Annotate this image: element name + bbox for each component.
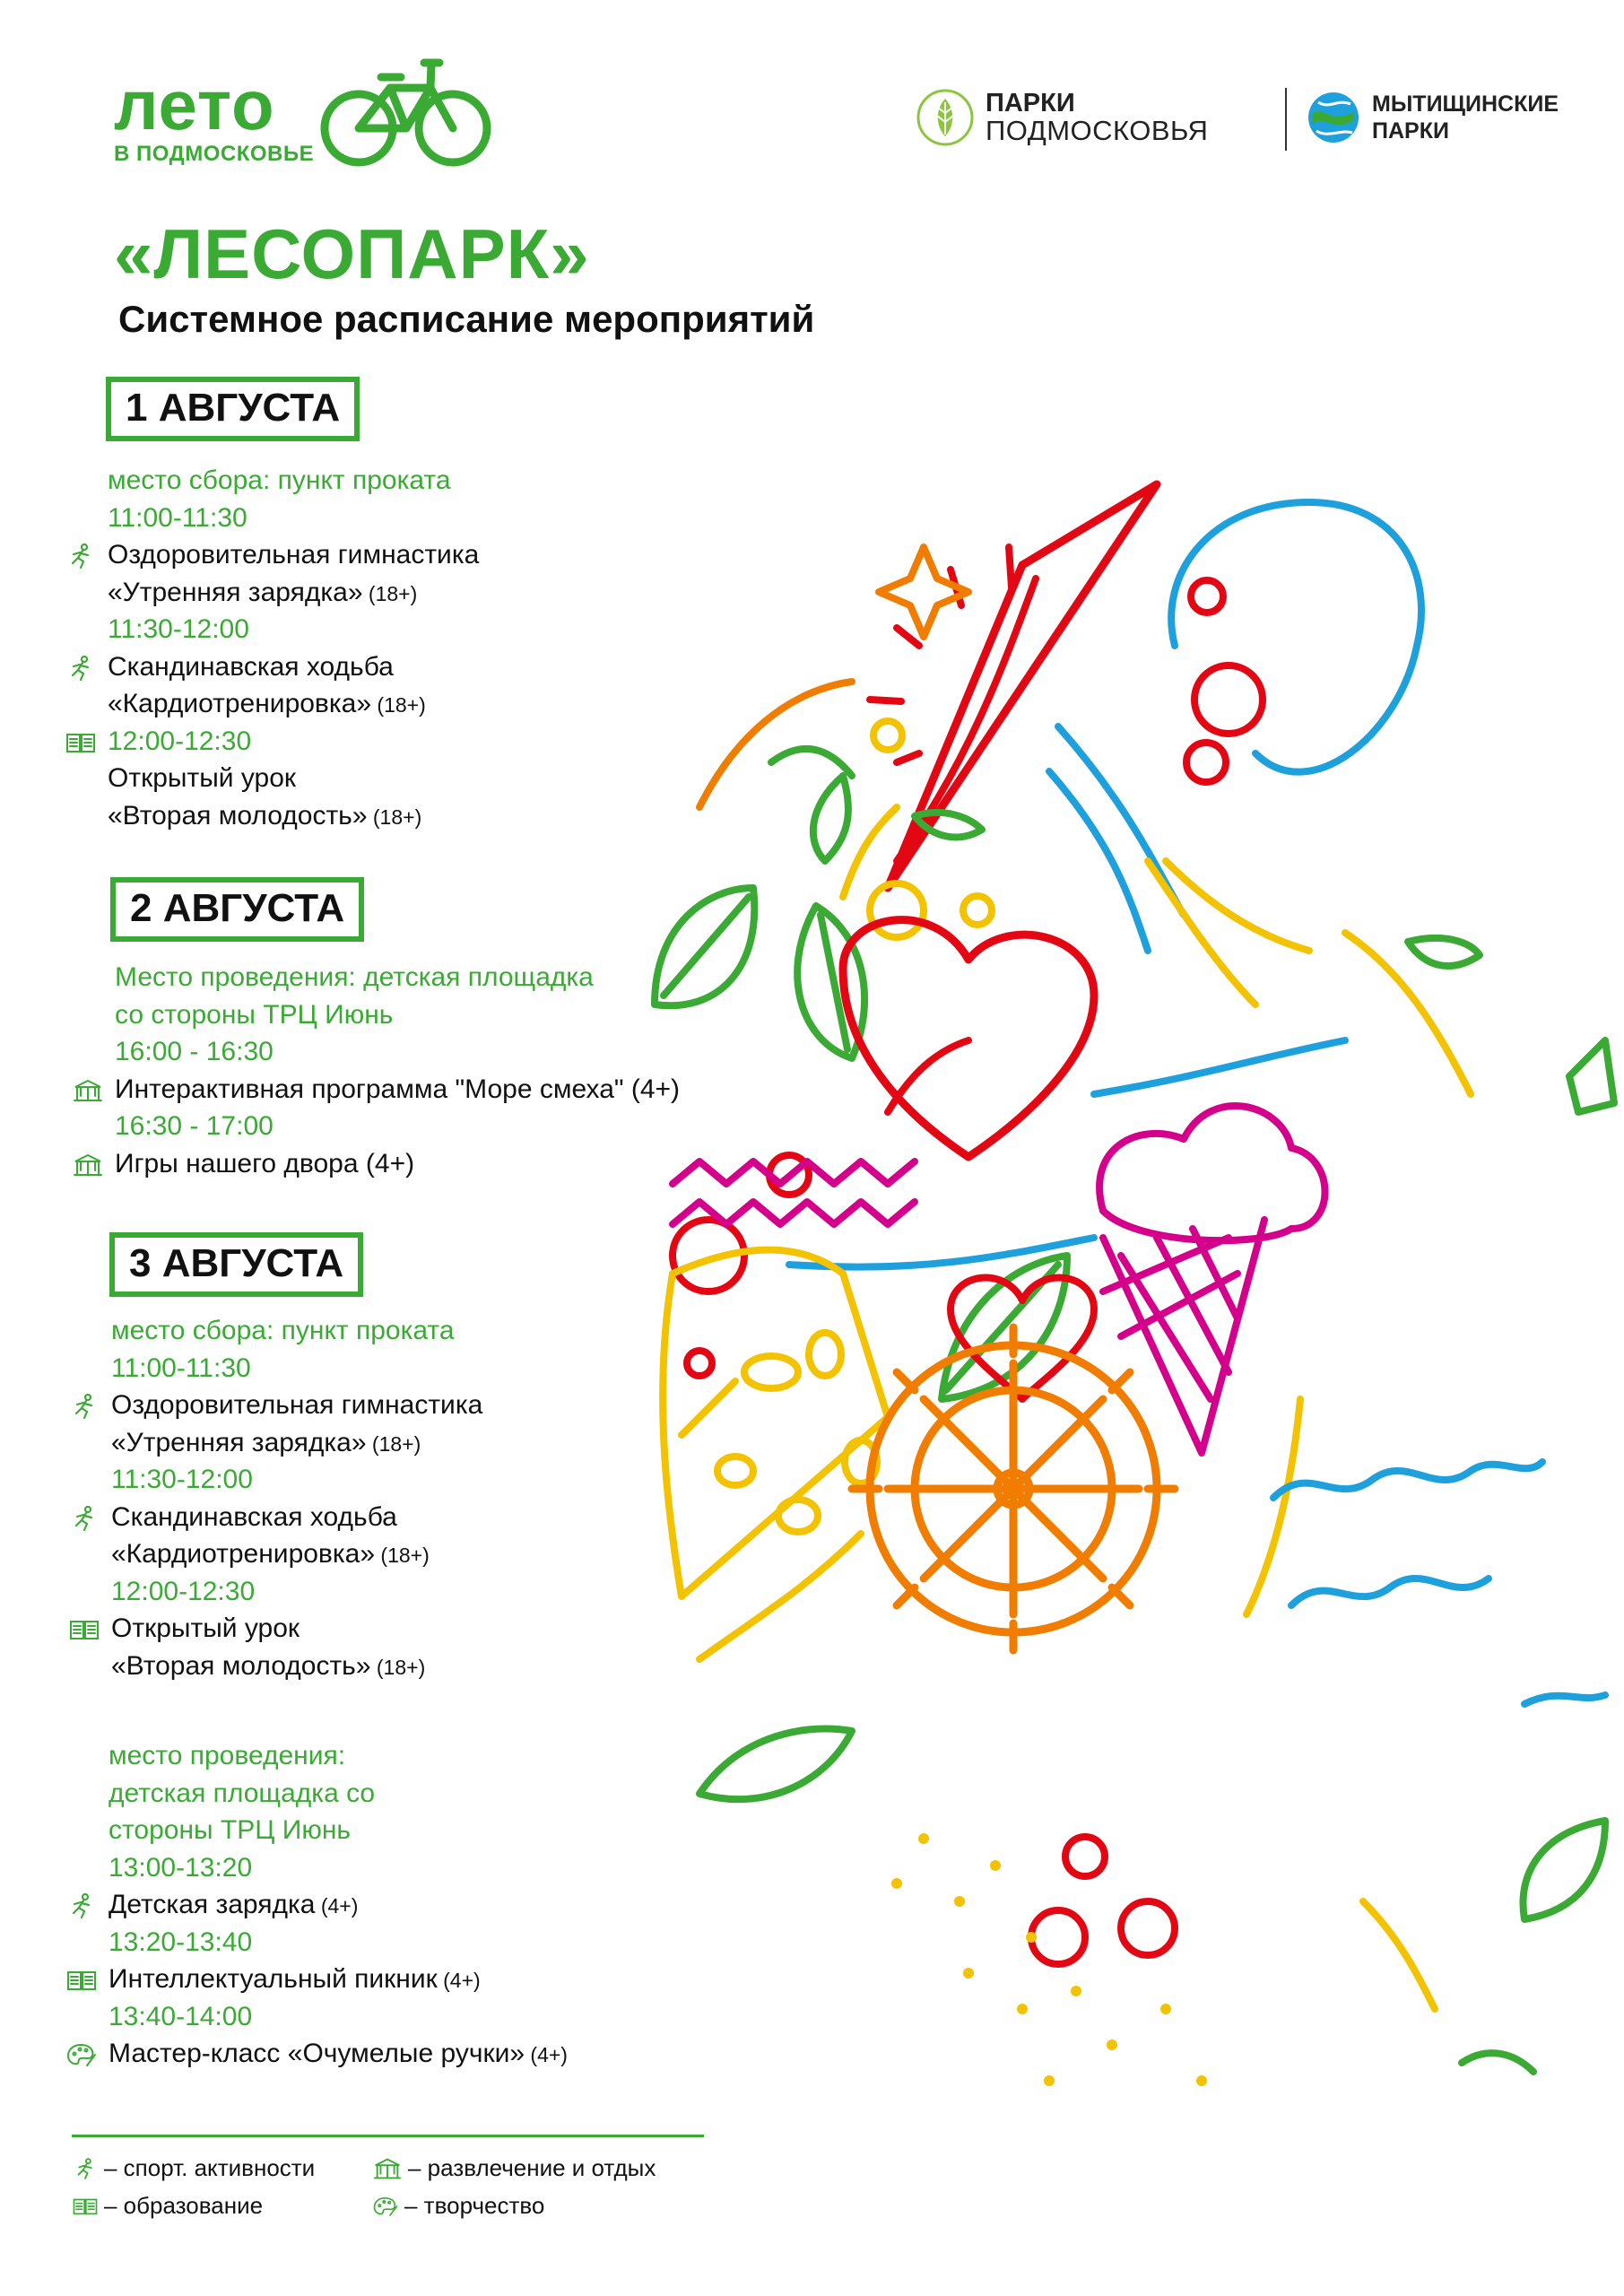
line-text: Оздоровительная гимнастика: [111, 1390, 483, 1420]
page-title: «ЛЕСОПАРК»: [114, 214, 590, 293]
line-text: «Кардиотренировка»: [108, 689, 372, 718]
line-text: 16:00 - 16:30: [115, 1037, 274, 1066]
time-slot: [108, 611, 479, 648]
line-text: 11:30-12:00: [108, 614, 249, 644]
leaf-icon: [655, 749, 1614, 1919]
line-text: «Кардиотренировка»: [111, 1539, 376, 1569]
schedule-day3-extra: [109, 1737, 568, 2073]
decorative-illustration: [628, 466, 1624, 2224]
carousel-icon: [72, 1152, 104, 1178]
event-line: [108, 797, 479, 835]
legend-sport: [72, 2154, 315, 2182]
legend-fun-label: – развлечение и отдых: [408, 2154, 656, 2181]
venue-line: [109, 1775, 568, 1813]
partner-divider: [1285, 88, 1287, 151]
day-heading: 3 АВГУСТА: [109, 1232, 363, 1297]
line-text: Скандинавская ходьба: [108, 651, 394, 682]
event-line: [115, 1071, 680, 1109]
time-slot: [109, 1924, 568, 1961]
line-text: 11:00-11:30: [111, 1352, 251, 1383]
open-book-icon: [65, 1968, 98, 1993]
event-line: [111, 1648, 482, 1685]
event-line: [108, 536, 479, 574]
event-line: [111, 1387, 482, 1424]
globe-emblem-icon: [1306, 90, 1361, 145]
partner1-line2: ПОДМОСКОВЬЯ: [986, 114, 1209, 146]
running-person-icon: [68, 1394, 100, 1419]
palette-icon: [372, 2194, 399, 2219]
time-slot: [111, 1461, 482, 1499]
page-subtitle: Системное расписание мероприятий: [118, 298, 815, 340]
event-line: [109, 2035, 568, 2073]
event-line: [108, 648, 479, 686]
age-rating: (18+): [370, 1655, 426, 1679]
line-text: Игры нашего двора (4+): [115, 1148, 415, 1178]
age-rating: (18+): [362, 581, 418, 605]
line-text: Открытый урок: [111, 1613, 300, 1643]
age-rating: (18+): [367, 804, 422, 829]
event-line: [109, 1961, 568, 1998]
running-person-icon: [65, 1893, 98, 1918]
line-text: 13:20-13:40: [109, 1926, 253, 1957]
age-rating: (4+): [437, 1969, 481, 1992]
event-line: [111, 1610, 482, 1648]
venue-line: [108, 462, 479, 500]
partner2-line2: ПАРКИ: [1372, 118, 1449, 144]
watermelon-icon: [870, 484, 1157, 888]
cheese-icon: [663, 1250, 888, 1659]
line-text: 12:00-12:30: [111, 1576, 256, 1606]
venue-line: [115, 959, 680, 996]
line-text: Открытый урок: [108, 763, 296, 793]
line-text: 13:00-13:20: [109, 1852, 253, 1883]
mytishchi-parks-logo: [1306, 90, 1559, 145]
line-text: 12:00-12:30: [108, 726, 252, 756]
schedule-day3: [111, 1312, 482, 1684]
running-person-icon: [68, 1506, 100, 1531]
line-text: Место проведения: детская площадка: [115, 962, 594, 992]
legend-divider: [72, 2135, 704, 2137]
line-text: Интерактивная программа "Море смеха" (4+): [115, 1074, 681, 1104]
logo-main-text: лето: [114, 65, 275, 144]
time-slot: [109, 1849, 568, 1887]
partner2-line1: МЫТИЩИНСКИЕ: [1372, 91, 1559, 117]
legend-sport-label: – спорт. активности: [104, 2154, 316, 2181]
line-text: 11:00-11:30: [108, 502, 248, 533]
parki-podmoskovya-logo: [916, 88, 1208, 147]
carousel-icon: [372, 2155, 403, 2182]
line-text: Оздоровительная гимнастика: [108, 540, 480, 570]
day-heading: 2 АВГУСТА: [110, 877, 364, 942]
logo-sub-text: В ПОДМОСКОВЬЕ: [114, 142, 315, 166]
time-slot: [115, 1108, 680, 1145]
line-text: Мастер-класс «Очумелые ручки»: [109, 2039, 525, 2068]
line-text: «Вторая молодость»: [111, 1650, 371, 1681]
time-slot: [108, 500, 479, 537]
venue-line: [109, 1737, 568, 1775]
line-text: «Утренняя зарядка»: [108, 577, 363, 607]
event-line: [111, 1535, 482, 1573]
ice-cream-icon: [1099, 1106, 1324, 1453]
ship-wheel-icon: [852, 1327, 1175, 1650]
open-book-icon: [65, 730, 97, 755]
line-text: детская площадка со: [109, 1778, 376, 1808]
event-line: [115, 1145, 680, 1183]
time-slot: [109, 1998, 568, 2036]
leaf-emblem-icon: [916, 88, 975, 147]
age-rating: (18+): [375, 1544, 430, 1567]
open-book-icon: [72, 2195, 99, 2218]
legend-fun: [372, 2154, 656, 2182]
event-line: [109, 1886, 568, 1924]
event-line: [108, 574, 479, 612]
age-rating: (18+): [366, 1431, 421, 1456]
running-person-icon: [72, 2155, 99, 2182]
time-slot: [108, 723, 479, 761]
line-text: 11:30-12:00: [111, 1465, 253, 1494]
schedule-day2: [115, 959, 680, 1182]
partner-logos: [916, 88, 1559, 151]
legend: [72, 2135, 704, 2219]
time-slot: [111, 1573, 482, 1611]
line-text: со стороны ТРЦ Июнь: [115, 999, 394, 1030]
event-line: [111, 1499, 482, 1536]
line-text: стороны ТРЦ Июнь: [109, 1815, 352, 1845]
venue-line: [115, 996, 680, 1034]
age-rating: (18+): [371, 693, 426, 717]
running-person-icon: [65, 544, 97, 569]
event-line: [108, 685, 479, 723]
line-text: место сбора: пункт проката: [111, 1316, 455, 1345]
palette-icon: [65, 2042, 98, 2067]
line-text: место сбора: пункт проката: [108, 465, 451, 495]
open-book-icon: [68, 1617, 100, 1642]
bicycle-icon: [318, 52, 493, 169]
schedule-day1: [108, 462, 479, 834]
time-slot: [111, 1350, 482, 1387]
age-rating: (4+): [315, 1894, 359, 1918]
legend-craft: [372, 2192, 544, 2220]
event-line: [111, 1424, 482, 1462]
line-text: Скандинавская ходьба: [111, 1501, 397, 1532]
venue-line: [111, 1312, 482, 1350]
legend-edu-label: – образование: [104, 2192, 264, 2219]
leto-logo: [114, 65, 315, 167]
carousel-icon: [72, 1078, 104, 1103]
time-slot: [115, 1033, 680, 1071]
event-line: [108, 760, 479, 797]
line-text: 13:40-14:00: [109, 2001, 253, 2031]
line-text: «Вторая молодость»: [108, 800, 368, 831]
day-heading: 1 АВГУСТА: [106, 377, 360, 441]
partner1-line1: ПАРКИ: [986, 88, 1075, 117]
venue-line: [109, 1812, 568, 1849]
line-text: 16:30 - 17:00: [115, 1111, 274, 1141]
legend-craft-label: – творчество: [404, 2192, 545, 2219]
line-text: Интеллектуальный пикник: [109, 1964, 438, 1994]
legend-edu: [72, 2192, 263, 2220]
line-text: Детская зарядка: [109, 1890, 316, 1919]
running-person-icon: [65, 656, 97, 681]
line-text: место проведения:: [109, 1741, 346, 1770]
age-rating: (4+): [525, 2043, 568, 2066]
line-text: «Утренняя зарядка»: [111, 1427, 367, 1457]
